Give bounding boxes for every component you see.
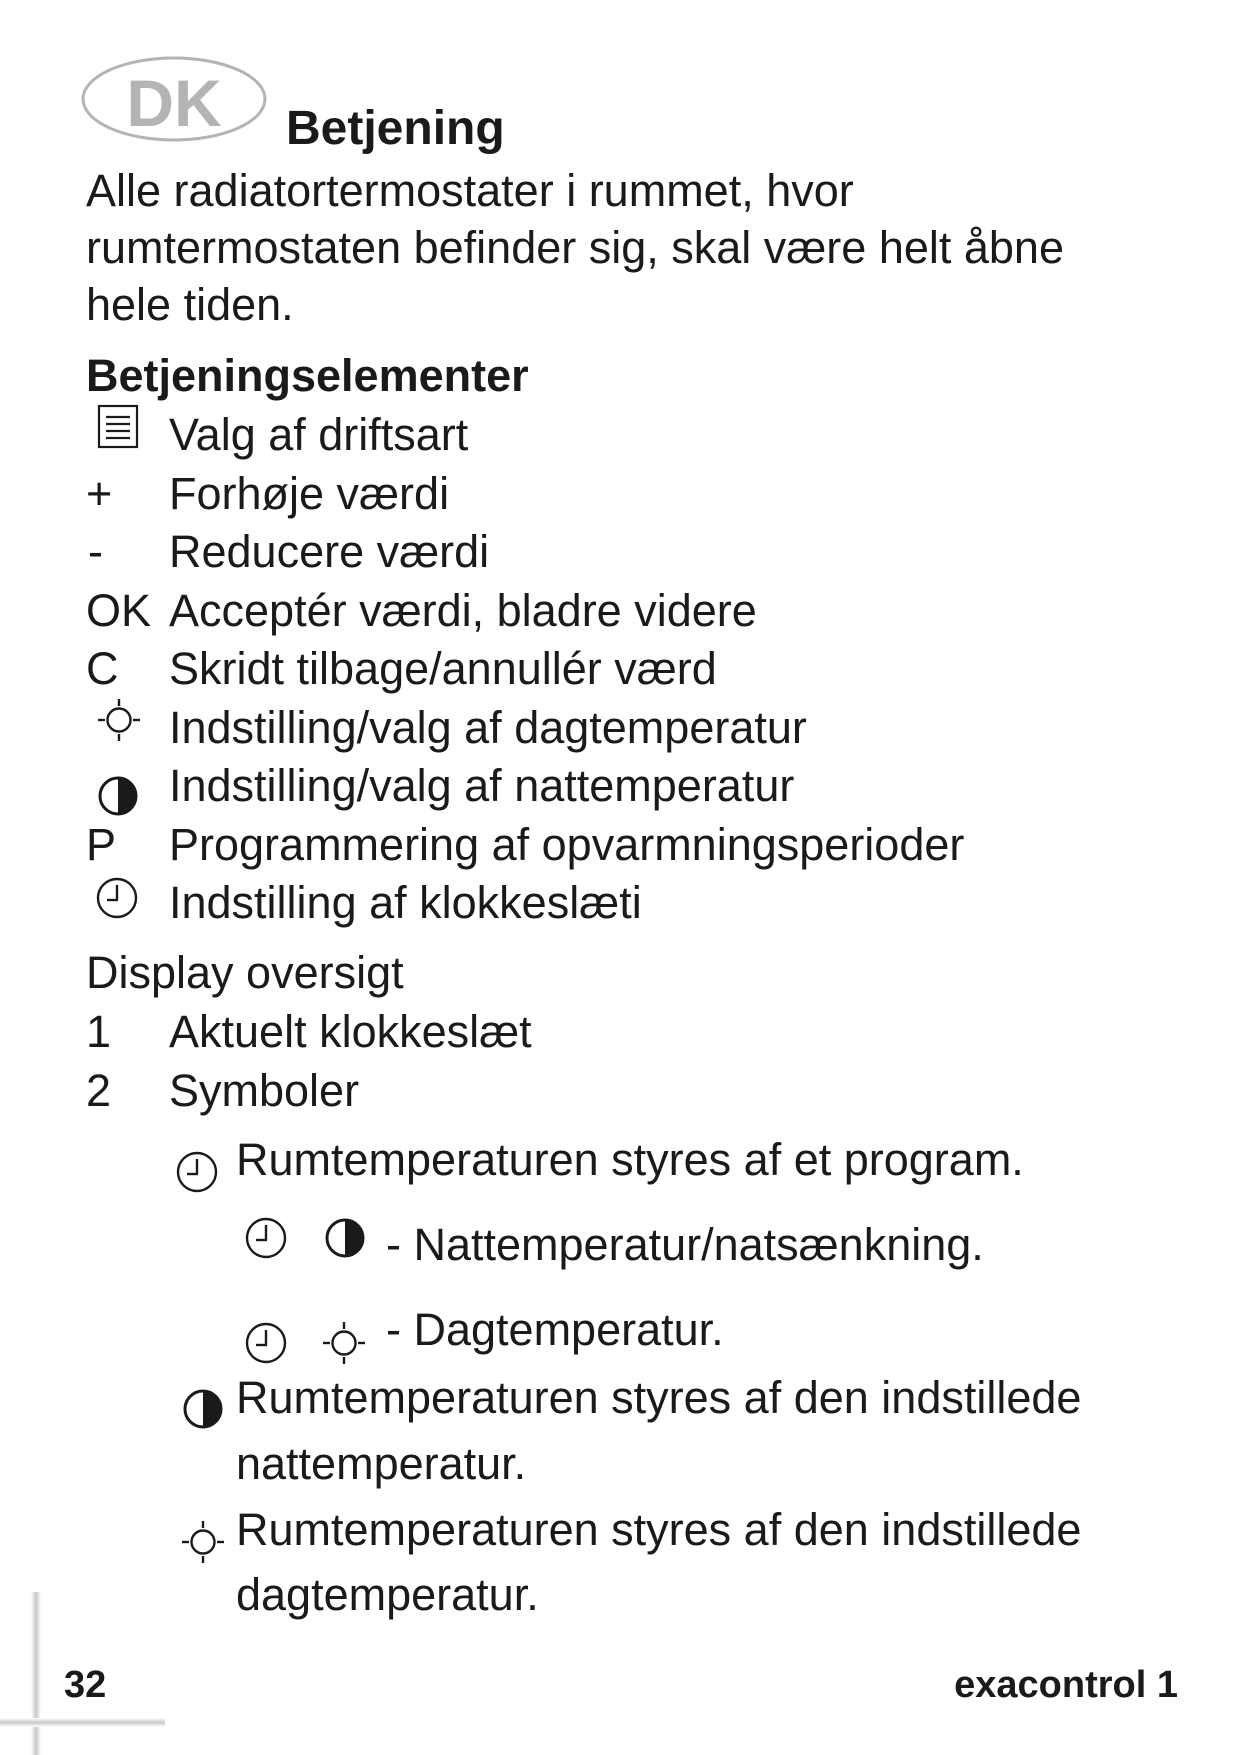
- symbol-day-text: Rumtemperaturen styres af den indstillede: [236, 1504, 1082, 1555]
- symbol-day-text: dagtemperatur.: [236, 1569, 539, 1620]
- control-label-decrease: Reducere værdi: [169, 526, 490, 577]
- page-number: 32: [64, 1664, 107, 1706]
- clock-icon: [175, 1150, 219, 1194]
- control-label-mode: Valg af driftsart: [169, 409, 469, 460]
- clock-icon: [244, 1321, 288, 1365]
- half-moon-icon: [96, 774, 140, 818]
- control-label-clock: Indstilling af klokkeslæti: [169, 877, 642, 928]
- language-badge-label: DK: [126, 66, 222, 140]
- half-moon-icon: [181, 1387, 225, 1431]
- control-label-night-temp: Indstilling/valg af nattemperatur: [169, 760, 795, 811]
- page-title: Betjening: [286, 102, 505, 155]
- language-badge: [80, 54, 270, 146]
- clock-icon: [244, 1216, 288, 1260]
- symbol-night-program-text: - Nattemperatur/natsænkning.: [386, 1219, 984, 1270]
- control-label-accept: Acceptér værdi, bladre videre: [169, 585, 757, 636]
- control-label-day-temp: Indstilling/valg af dagtemperatur: [169, 702, 807, 753]
- product-name: exacontrol 1: [954, 1664, 1178, 1706]
- half-moon-icon: [323, 1216, 367, 1260]
- display-heading: Display oversigt: [86, 947, 404, 998]
- menu-list-icon: [97, 404, 141, 450]
- symbol-night-text: nattemperatur.: [236, 1438, 527, 1489]
- control-label-back: Skridt tilbage/annullér værd: [169, 643, 717, 694]
- display-label-clock: Aktuelt klokkeslæt: [169, 1006, 532, 1057]
- sun-icon: [180, 1519, 226, 1565]
- display-label-symbols: Symboler: [169, 1065, 360, 1116]
- intro-line: rumtermostaten befinder sig, skal være helt åbne: [86, 222, 1064, 273]
- symbol-program-text: Rumtemperaturen styres af et program.: [236, 1134, 1024, 1185]
- symbol-day-program-text: - Dagtemperatur.: [386, 1304, 724, 1355]
- control-key-p: P: [86, 819, 117, 870]
- clock-icon: [95, 876, 139, 920]
- control-key-plus: +: [86, 468, 113, 519]
- intro-line: Alle radiatortermostater i rummet, hvor: [86, 165, 854, 216]
- sun-icon: [321, 1320, 367, 1366]
- control-label-increase: Forhøje værdi: [169, 468, 450, 519]
- intro-line: hele tiden.: [86, 279, 294, 330]
- crop-mark-vertical: [31, 1592, 41, 1755]
- control-label-program: Programmering af opvarmningsperioder: [169, 819, 965, 870]
- controls-heading: Betjeningselementer: [86, 350, 529, 401]
- control-key-c: C: [86, 643, 119, 694]
- sun-icon: [96, 697, 142, 743]
- display-key-1: 1: [86, 1006, 112, 1057]
- crop-mark-horizontal: [0, 1718, 165, 1727]
- control-key-minus: -: [88, 526, 103, 577]
- symbol-night-text: Rumtemperaturen styres af den indstillede: [236, 1372, 1082, 1423]
- display-key-2: 2: [86, 1065, 112, 1116]
- control-key-ok: OK: [86, 585, 152, 636]
